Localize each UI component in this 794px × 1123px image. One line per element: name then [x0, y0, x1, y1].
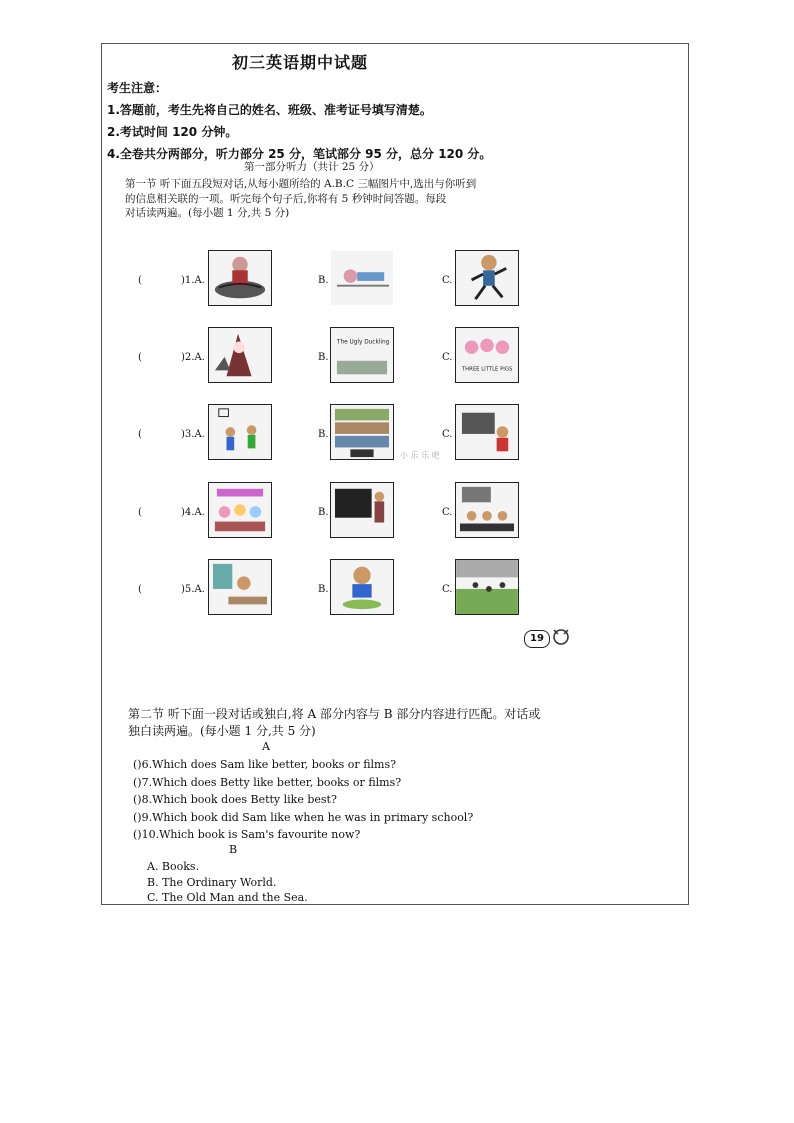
three-little-pigs-icon: [456, 328, 518, 382]
question-number: )3.A.: [181, 429, 205, 440]
picture-option-c: [455, 559, 519, 615]
question-number: )2.A.: [181, 352, 205, 363]
note-item: 2.考试时间 120 分钟。: [107, 125, 238, 139]
option-c-label: C.: [442, 584, 453, 595]
question-row-5: [0, 559, 794, 619]
instruction-line: 对话读两遍。(每小题 1 分,共 5 分): [125, 207, 290, 219]
matching-questions: [133, 756, 473, 844]
answer-paren: (: [138, 584, 142, 595]
part1-title: 第一部分听力（共计 25 分）: [244, 161, 380, 173]
option-c-label: C.: [442, 507, 453, 518]
matching-option: C. The Old Man and the Sea.: [147, 891, 308, 904]
instruction-line: 第二节 听下面一段对话或独白,将 A 部分内容与 B 部分内容进行匹配。对话或: [128, 707, 541, 721]
notes-heading: 考生注意：: [107, 81, 168, 95]
faint-watermark-text: 小 乐 乐 吧: [400, 451, 440, 460]
question-number: )4.A.: [181, 507, 205, 518]
question-number: )1.A.: [181, 275, 205, 286]
section2-instructions: [128, 706, 540, 740]
question-row-1: [0, 250, 794, 310]
playground-icon: [456, 560, 518, 614]
instruction-line: 第一节 听下面五段短对话,从每小题所给的 A.B.C 三幅图片中,选出与你听到: [125, 178, 477, 190]
picture-option-c: [455, 250, 519, 306]
picture-option-a: [208, 327, 272, 383]
book-cover-title: The Ugly Duckling: [336, 339, 390, 346]
answer-paren: (: [138, 507, 142, 518]
matching-option: A. Books.: [147, 860, 200, 873]
basketball-kids-icon: [209, 405, 271, 459]
instruction-line: 独白读两遍。(每小题 1 分,共 5 分): [128, 724, 316, 738]
picture-option-a: [208, 404, 272, 460]
option-c-label: C.: [442, 352, 453, 363]
option-b-label: B.: [318, 507, 329, 518]
question-number: )5.A.: [181, 584, 205, 595]
note-item: 1.答题前，考生先将自己的姓名、班级、准考证号填写清楚。: [107, 103, 432, 117]
section1-instructions: [125, 177, 525, 221]
teacher-blackboard-icon: [331, 483, 393, 537]
picture-option-b: [330, 404, 394, 460]
matching-question: ()9.Which book did Sam like when he was in primary school?: [133, 810, 474, 824]
watching-tv-icon: [456, 405, 518, 459]
answer-paren: (: [138, 275, 142, 286]
picture-option-b: [330, 482, 394, 538]
book-cover-title: THREE LITTLE PIGS: [461, 366, 513, 373]
matching-question: ()7.Which does Betty like better, books or films?: [133, 775, 402, 789]
matching-options: [147, 859, 308, 906]
picture-option-c: [455, 327, 519, 383]
option-b-label: B.: [318, 429, 329, 440]
exam-title: 初三英语期中试题: [232, 53, 369, 72]
note-item: 4.全卷共分两部分，听力部分 25 分，笔试部分 95 分，总分 120 分。: [107, 147, 492, 161]
picture-option-b: [330, 327, 394, 383]
question-row-4: [0, 482, 794, 542]
picture-option-a: [208, 559, 272, 615]
picture-option-c: [455, 404, 519, 460]
option-c-label: C.: [442, 275, 453, 286]
cartoon-decoration-icon: [550, 626, 572, 648]
matching-question: ()8.Which book does Betty like best?: [133, 793, 337, 806]
answer-paren: (: [138, 429, 142, 440]
page-number-badge: 19: [524, 630, 550, 648]
option-b-label: B.: [318, 352, 329, 363]
library-icon: [331, 405, 393, 459]
picture-option-b: [330, 250, 394, 306]
part-b-label: B: [229, 843, 238, 856]
classroom-icon: [456, 483, 518, 537]
option-c-label: C.: [442, 429, 453, 440]
answer-paren: (: [138, 352, 142, 363]
picture-option-b: [330, 559, 394, 615]
option-b-label: B.: [318, 275, 329, 286]
red-riding-hood-icon: [209, 328, 271, 382]
candidate-notes: [107, 77, 491, 165]
kid-studying-icon: [209, 560, 271, 614]
option-b-label: B.: [318, 584, 329, 595]
matching-question: ()10.Which book is Sam's favourite now?: [133, 828, 361, 841]
ugly-duckling-icon: [331, 328, 393, 382]
kid-eating-icon: [209, 251, 271, 305]
boy-running-icon: [456, 251, 518, 305]
question-row-2: [0, 327, 794, 387]
question-row-3: [0, 404, 794, 464]
boy-eating-icon: [331, 560, 393, 614]
matching-question: ()6.Which does Sam like better, books or films?: [133, 758, 397, 771]
birthday-party-icon: [209, 483, 271, 537]
picture-option-a: [208, 482, 272, 538]
picture-option-a: [208, 250, 272, 306]
part-a-label: A: [262, 740, 270, 753]
kid-sleeping-icon: [331, 251, 393, 305]
instruction-line: 的信息相关联的一项。听完每个句子后,你将有 5 秒钟时间答题。每段: [125, 192, 447, 205]
matching-option: B. The Ordinary World.: [147, 875, 277, 889]
picture-option-c: [455, 482, 519, 538]
